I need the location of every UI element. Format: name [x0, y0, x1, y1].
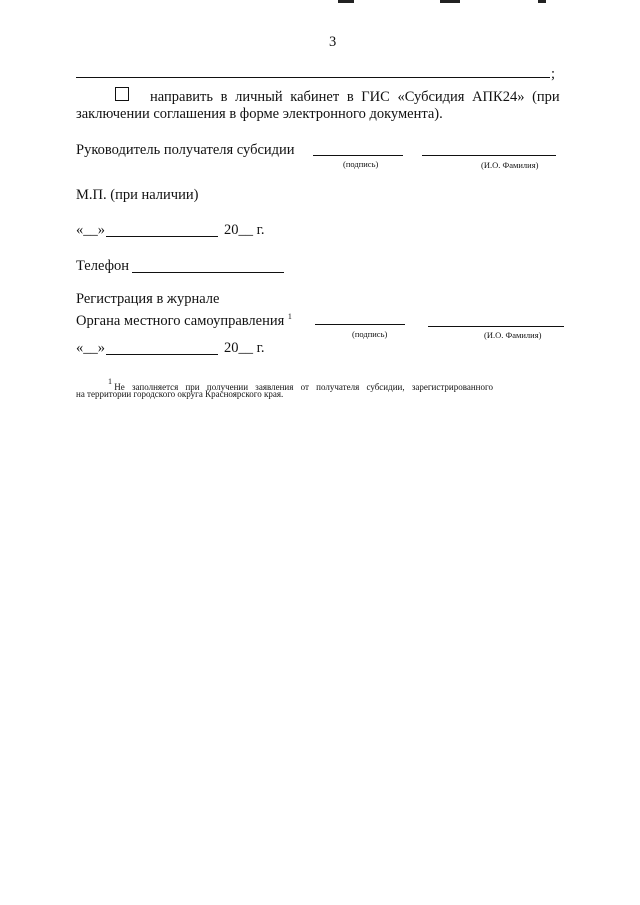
date2-year: 20__ г.: [224, 340, 265, 356]
registration-label-1: Регистрация в журнале: [76, 291, 220, 307]
head-signature-caption: (подпись): [343, 159, 379, 169]
registration-signature-line[interactable]: [315, 324, 405, 325]
registration-name-caption: (И.О. Фамилия): [484, 330, 542, 340]
line-end-semicolon: ;: [551, 66, 556, 82]
send-to-cabinet-label-cont: заключении соглашения в форме электронного документа).: [76, 106, 443, 122]
head-of-recipient-label: Руководитель получателя субсидии: [76, 142, 295, 158]
phone-line[interactable]: [132, 272, 284, 273]
date1-year: 20__ г.: [224, 222, 265, 238]
date1-month-line[interactable]: [106, 236, 218, 237]
registration-name-line[interactable]: [428, 326, 564, 327]
fill-line-top: [76, 77, 550, 78]
registration-footnote-ref: 1: [287, 312, 292, 321]
date2-month-line[interactable]: [106, 354, 218, 355]
footnote-text-1: Не заполняется при получении заявления от получателя субсидии, зарегистрированного: [114, 382, 493, 392]
date1-day: «__»: [76, 222, 105, 238]
send-to-cabinet-label: направить в личный кабинет в ГИС «Субсидия АПК24» (при: [150, 89, 560, 105]
head-signature-line[interactable]: [313, 155, 403, 156]
footnote-line-2: на территории городского округа Красноярского края.: [76, 389, 284, 399]
send-to-cabinet-checkbox[interactable]: [115, 87, 129, 101]
page-number: 3: [329, 34, 337, 50]
head-name-caption: (И.О. Фамилия): [481, 160, 539, 170]
footnote-marker: 1: [108, 377, 112, 386]
phone-label: Телефон: [76, 258, 129, 274]
head-name-line[interactable]: [422, 155, 556, 156]
registration-signature-caption: (подпись): [352, 329, 388, 339]
stamp-label: М.П. (при наличии): [76, 187, 199, 203]
date2-day: «__»: [76, 340, 105, 356]
registration-label-2-text: Органа местного самоуправления: [76, 313, 285, 329]
registration-label-2: [76, 308, 292, 330]
